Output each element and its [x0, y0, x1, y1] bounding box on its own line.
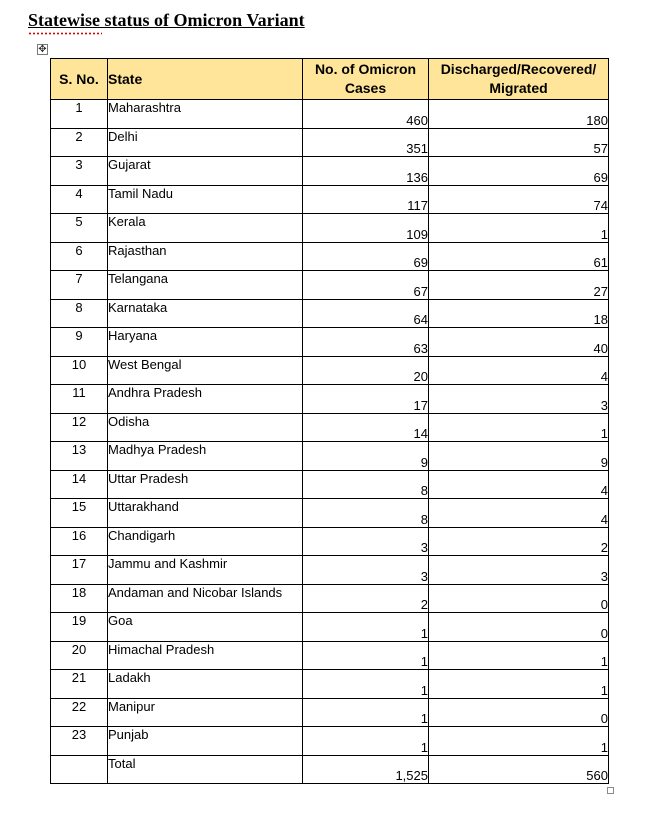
row-discharged: 4	[429, 356, 609, 385]
row-sno: 7	[51, 271, 108, 300]
row-sno: 11	[51, 385, 108, 414]
table-row	[51, 271, 609, 300]
row-cases: 63	[303, 328, 429, 357]
table-row	[51, 641, 609, 670]
table-row	[51, 299, 609, 328]
table-row	[51, 470, 609, 499]
table-row	[51, 670, 609, 699]
row-discharged: 1	[429, 413, 609, 442]
row-state: Telangana	[108, 271, 303, 300]
row-cases: 3	[303, 556, 429, 585]
row-cases: 14	[303, 413, 429, 442]
row-state: Jammu and Kashmir	[108, 556, 303, 585]
row-discharged: 180	[429, 100, 609, 129]
total-row	[51, 755, 609, 784]
row-discharged: 2	[429, 527, 609, 556]
row-discharged: 0	[429, 613, 609, 642]
header-cases: No. of Omicron Cases	[303, 59, 429, 100]
row-sno: 5	[51, 214, 108, 243]
row-cases: 136	[303, 157, 429, 186]
omicron-status-table	[50, 58, 609, 784]
row-sno: 1	[51, 100, 108, 129]
row-state: Madhya Pradesh	[108, 442, 303, 471]
row-sno: 4	[51, 185, 108, 214]
row-cases: 3	[303, 527, 429, 556]
row-state: Goa	[108, 613, 303, 642]
row-discharged: 1	[429, 727, 609, 756]
row-state: Kerala	[108, 214, 303, 243]
row-cases: 109	[303, 214, 429, 243]
row-state: Manipur	[108, 698, 303, 727]
table-row	[51, 214, 609, 243]
row-state: Tamil Nadu	[108, 185, 303, 214]
row-state: Andaman and Nicobar Islands	[108, 584, 303, 613]
table-row	[51, 128, 609, 157]
table-row	[51, 385, 609, 414]
row-sno: 17	[51, 556, 108, 585]
table-body	[51, 100, 609, 784]
row-sno: 14	[51, 470, 108, 499]
row-sno: 10	[51, 356, 108, 385]
row-cases: 9	[303, 442, 429, 471]
row-cases: 1	[303, 727, 429, 756]
row-discharged: 4	[429, 499, 609, 528]
row-state: Andhra Pradesh	[108, 385, 303, 414]
table-header-row	[51, 59, 609, 100]
table-row	[51, 442, 609, 471]
row-sno: 18	[51, 584, 108, 613]
row-cases: 2	[303, 584, 429, 613]
row-sno: 3	[51, 157, 108, 186]
total-label: Total	[108, 755, 303, 784]
row-state: Ladakh	[108, 670, 303, 699]
row-cases: 1	[303, 698, 429, 727]
row-state: Haryana	[108, 328, 303, 357]
row-sno: 22	[51, 698, 108, 727]
row-sno: 20	[51, 641, 108, 670]
row-sno: 13	[51, 442, 108, 471]
table-row	[51, 499, 609, 528]
row-cases: 67	[303, 271, 429, 300]
row-state: Chandigarh	[108, 527, 303, 556]
row-discharged: 4	[429, 470, 609, 499]
table-row	[51, 727, 609, 756]
row-cases: 351	[303, 128, 429, 157]
header-sno: S. No.	[51, 59, 108, 100]
table-row	[51, 185, 609, 214]
row-sno: 23	[51, 727, 108, 756]
spellcheck-underline	[28, 32, 102, 35]
table-row	[51, 698, 609, 727]
row-cases: 17	[303, 385, 429, 414]
header-state: State	[108, 59, 303, 100]
row-cases: 64	[303, 299, 429, 328]
table-row	[51, 413, 609, 442]
row-sno: 19	[51, 613, 108, 642]
row-cases: 8	[303, 470, 429, 499]
row-discharged: 27	[429, 271, 609, 300]
row-discharged: 1	[429, 670, 609, 699]
row-sno: 6	[51, 242, 108, 271]
row-sno: 2	[51, 128, 108, 157]
row-state: Delhi	[108, 128, 303, 157]
row-discharged: 3	[429, 556, 609, 585]
row-discharged: 69	[429, 157, 609, 186]
row-discharged: 18	[429, 299, 609, 328]
row-state: Odisha	[108, 413, 303, 442]
row-sno: 9	[51, 328, 108, 357]
table-row	[51, 328, 609, 357]
table-resize-handle[interactable]	[607, 787, 614, 794]
row-state: West Bengal	[108, 356, 303, 385]
table-row	[51, 556, 609, 585]
row-discharged: 3	[429, 385, 609, 414]
row-sno: 12	[51, 413, 108, 442]
table-row	[51, 356, 609, 385]
row-cases: 1	[303, 613, 429, 642]
total-discharged: 560	[429, 755, 609, 784]
row-discharged: 74	[429, 185, 609, 214]
row-cases: 460	[303, 100, 429, 129]
row-discharged: 61	[429, 242, 609, 271]
document-title: Statewise status of Omicron Variant	[28, 10, 305, 30]
table-row	[51, 527, 609, 556]
total-sno	[51, 755, 108, 784]
row-cases: 117	[303, 185, 429, 214]
table-row	[51, 100, 609, 129]
row-cases: 1	[303, 641, 429, 670]
table-row	[51, 242, 609, 271]
row-state: Karnataka	[108, 299, 303, 328]
row-state: Rajasthan	[108, 242, 303, 271]
row-cases: 69	[303, 242, 429, 271]
row-state: Uttarakhand	[108, 499, 303, 528]
row-sno: 16	[51, 527, 108, 556]
row-state: Gujarat	[108, 157, 303, 186]
row-discharged: 0	[429, 698, 609, 727]
table-row	[51, 584, 609, 613]
row-discharged: 1	[429, 214, 609, 243]
row-state: Uttar Pradesh	[108, 470, 303, 499]
row-discharged: 1	[429, 641, 609, 670]
row-state: Himachal Pradesh	[108, 641, 303, 670]
row-state: Punjab	[108, 727, 303, 756]
row-cases: 20	[303, 356, 429, 385]
row-discharged: 40	[429, 328, 609, 357]
row-cases: 1	[303, 670, 429, 699]
row-discharged: 9	[429, 442, 609, 471]
row-sno: 15	[51, 499, 108, 528]
row-state: Maharashtra	[108, 100, 303, 129]
row-sno: 8	[51, 299, 108, 328]
table-row	[51, 157, 609, 186]
total-cases: 1,525	[303, 755, 429, 784]
row-sno: 21	[51, 670, 108, 699]
row-discharged: 0	[429, 584, 609, 613]
row-discharged: 57	[429, 128, 609, 157]
header-discharged: Discharged/Recovered/ Migrated	[429, 59, 609, 100]
table-row	[51, 613, 609, 642]
row-cases: 8	[303, 499, 429, 528]
table-move-handle-icon[interactable]: ✥	[38, 44, 47, 55]
